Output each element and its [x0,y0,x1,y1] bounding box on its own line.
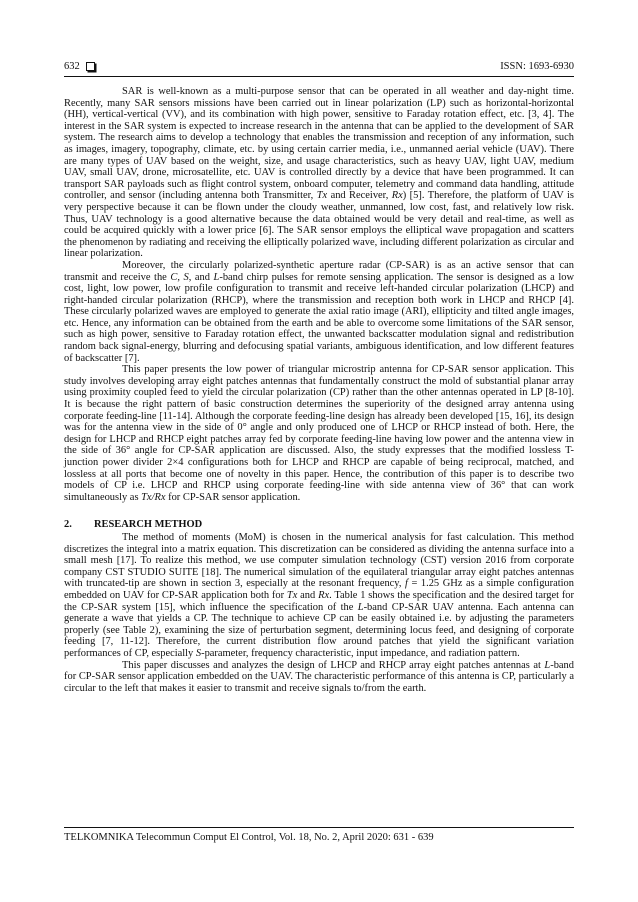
section-title: RESEARCH METHOD [94,519,203,531]
page-header [64,54,574,72]
paragraph-5: This paper discusses and analyzes the design of LHCP and RHCP array eight patches antennas at L-band for CP-SAR sensor application embedded on the UAV. The characteristic performance of this antenna is CP, particularly a circular to the left that makes it easier to transmit and receive signals to/from the earth. [64,659,574,694]
footer-rule [64,827,574,828]
issn: ISSN: 1693-6930 [500,61,574,72]
body-text [64,86,574,694]
journal-citation: TELKOMNIKA Telecommun Comput El Control, Vol. 18, No. 2, April 2020: 631 - 639 [64,832,434,843]
paragraph-4: The method of moments (MoM) is chosen in the numerical analysis for fast calculation. This method discretizes the integral into a matrix equation. This discretization can be considered as dividing the antenna surface into a small mesh [17]. To realize this method, we use computer simulation technology (CST) version 2016 from corporate company CST STUDIO SUITE [18]. The numerical simulation of the equilateral triangular array eight patches antennas with truncated-tip are shown in section 3, especially at the resonant frequency, f = 1.25 GHz as a simple configuration embedded on UAV for CP-SAR application both for Tx and Rx. Table 1 shows the specification and the desired target for the CP-SAR system [15], which influence the specification of the L-band CP-SAR UAV antenna. Each antenna can generate a wave that yields a CP. The technique to achieve CP can be easily obtained i.e. by adjusting the parameters properly (see Table 2), examining the size of perturbation segment, determining locus feed, and designing of corporate feeding [7, 11-12]. Therefore, the current distribution flow around patches that yield the significant variation performances of CP, especially S-parameter, frequency characteristic, input impedance, and radiation pattern. [64,531,574,659]
paragraph-1: SAR is well-known as a multi-purpose sensor that can be operated in all weather and day-night time. Recently, many SAR sensors missions have been carried out in linear polarization (LP) such as horizontal-horizontal (HH), vertical-vertical (VV), and its combination with high power, sensitive to Faraday rotation effect, etc. [3, 4]. The interest in the SAR system is expected to increase research in the antenna that can be applied to the development of SAR system. The research aims to develop a technology that enables the transmission and reception of any information, such as images, imagery, topography, climate, etc. by using certain carrier media, i.e., unmanned aerial vehicle (UAV). There are many types of UAV based on the weight, size, and usage characteristics, such as heavy UAV, light UAV, medium UAV, small UAV, drone, microsatellite, etc. UAV is controlled directly by a device that have been programmed. It can transport SAR payloads such as flight control system, onboard computer, telemetry and command data handling, attitude controller, and sensor (including antenna both Transmitter, Tx and Receiver, Rx) [5]. Therefore, the platform of UAV is very perspective because it can be flown under the cloudy weather, unmanned, low cost, fast, and relatively low risk. Thus, UAV technology is a good alternative because the data obtained would be very detail and real-time, as well as could be acquired quickly with a lower price [6]. The SAR sensor employs the elliptical wave propagation and scatters the phenomenon by radiating and receiving the elliptically polarized wave, including different polarization as circular and linear polarization. [64,86,574,260]
page-number: 632 [64,61,80,72]
header-left [64,61,95,72]
header-rule [64,76,574,77]
section-heading [64,519,574,531]
paragraph-2: Moreover, the circularly polarized-synthetic aperture radar (CP-SAR) is as an active sensor that can transmit and receive the C, S, and L-band chirp pulses for remote sensing application. The sensor is designed as a low cost, light, low power, low profile configuration to transmit and receive left-handed circular polarization (LHCP) and right-handed circular polarization (RHCP), where the transmission and reception both work in LHCP and RHCP [4]. These circularly polarized waves are employed to generate the axial ratio image (ARI), ellipticity and tilted angle images, etc. Hence, any information can be obtained from the earth and be able to overcome some limitations of the SAR sensor, such as high power, sensitive to Faraday rotation effect, the unwanted backscatter modulation signal and redistribution random back signal-energy, blurring and defocusing spatial variants, ambiguous identification, and low different features of backscatter [7]. [64,259,575,364]
section-number: 2. [64,519,72,531]
square-bullet-icon [86,62,95,71]
paragraph-3: This paper presents the low power of triangular microstrip antenna for CP-SAR sensor application. This study involves developing array eight patches antennas that fundamentally construct the mold of substantial planar array using proximity coupled feed to yield the circular polarization (CP) rather than the other antennas operated in LP [8-10]. It is because the right pattern of basic construction determines the superiority of the designed array antenna using corporate feeding-line [11-14]. Although the corporate feeding-line design has already been developed [15, 16], its design was for the antenna view in the side of 0° angle and only produced one of LHCP or RHCP instead of both. Here, the design for LHCP and RHCP eight patches array fed by corporate feeding-line having low power and the antenna view in the side of 36° angle for CP-SAR application are discussed. Also, the study expresses that the modified lossless T-junction power divider 2×4 configurations both for LHCP and RHCP are capable of being reciprocal, matched, and lossless at all ports that become one of novelty in this paper. Hence, the contribution of this paper is to describe two models of CP i.e. LHCP and RHCP using corporate feeding-line with side antenna view of 36° that can work simultaneously as Tx/Rx for CP-SAR sensor application. [64,364,574,503]
